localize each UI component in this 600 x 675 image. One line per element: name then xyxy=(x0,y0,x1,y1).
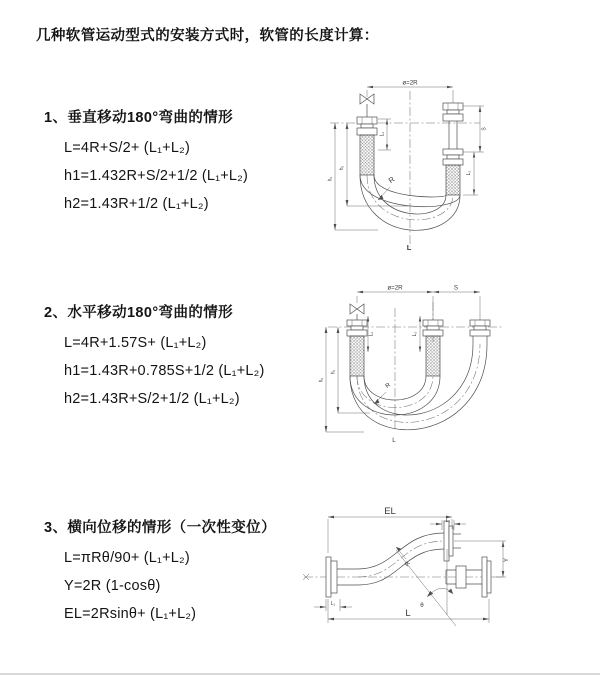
left-fitting xyxy=(357,117,377,175)
l-dimension xyxy=(328,599,489,623)
label-theta: θ xyxy=(420,602,424,609)
label-length: L xyxy=(405,608,411,619)
label-s: S xyxy=(453,284,459,292)
section-1 xyxy=(44,106,248,224)
l1-dimension xyxy=(314,599,352,611)
label-l2: L₂ xyxy=(412,331,418,337)
label-length: L xyxy=(392,437,396,444)
radius-callout xyxy=(396,547,412,568)
middle-fitting xyxy=(423,320,443,376)
formula-line: L=4R+S/2+ (L₁+L₂) xyxy=(64,140,190,156)
right-fitting xyxy=(470,320,490,344)
left-fitting xyxy=(347,320,367,376)
l1-dimension xyxy=(367,316,375,352)
l2-dimension xyxy=(463,152,478,195)
label-y: Y xyxy=(503,557,510,563)
label-span: ø=2R xyxy=(387,284,403,292)
section-1-heading: 1、垂直移动180°弯曲的情形 xyxy=(44,110,234,126)
label-h2: h₂ xyxy=(327,176,334,182)
formula-line: EL=2Rsinθ+ (L₁+L₂) xyxy=(64,606,197,622)
label-l2: L₂ xyxy=(445,518,451,524)
diagram-vertical-180-bend xyxy=(308,73,506,255)
page-title: 几种软管运动型式的安装方式时，软管的长度计算： xyxy=(36,28,379,44)
el-dimension xyxy=(328,506,452,553)
label-span: ø=2R xyxy=(402,79,418,87)
section-3-heading: 3、横向位移的情形（一次性变位） xyxy=(44,520,276,536)
radius-callout xyxy=(374,381,392,404)
label-s: S xyxy=(481,127,488,131)
formula-line: L=πRθ/90+ (L₁+L₂) xyxy=(64,550,190,566)
label-h2: h₂ xyxy=(318,377,325,383)
valve-icon xyxy=(350,304,364,320)
formula-line: L=4R+1.57S+ (L₁+L₂) xyxy=(64,335,207,351)
label-h1: h₁ xyxy=(330,369,337,375)
section-2-heading: 2、水平移动180°弯曲的情形 xyxy=(44,305,234,321)
formula-line: h1=1.43R+0.785S+1/2 (L₁+L₂) xyxy=(64,363,265,379)
label-radius: R xyxy=(384,381,392,390)
label-radius: R xyxy=(403,560,412,568)
right-fitting xyxy=(443,103,463,195)
label-length: L xyxy=(406,243,412,252)
l1-dimension xyxy=(378,119,391,150)
formula-line: h2=1.43R+1/2 (L₁+L₂) xyxy=(64,196,209,212)
section-3 xyxy=(44,516,276,634)
label-radius: R xyxy=(386,174,397,186)
label-l1: L₁ xyxy=(330,601,336,607)
label-l1: L₁ xyxy=(368,331,375,337)
label-l1: L₁ xyxy=(379,131,386,137)
formula-line: h2=1.43R+S/2+1/2 (L₁+L₂) xyxy=(64,391,240,407)
section-2 xyxy=(44,301,265,419)
formula-line: h1=1.432R+S/2+1/2 (L₁+L₂) xyxy=(64,168,249,184)
top-dimensions xyxy=(357,285,480,321)
label-l2: L₂ xyxy=(466,170,472,176)
diagram-horizontal-180-bend xyxy=(306,280,514,452)
s-dimension xyxy=(463,106,488,152)
valve-icon xyxy=(360,94,374,117)
diagram-lateral-displacement xyxy=(296,503,524,645)
formula-line: Y=2R (1-cosθ) xyxy=(64,578,161,594)
l2-dimension xyxy=(412,316,421,352)
hose-curves xyxy=(350,344,487,430)
label-h1: h₁ xyxy=(339,165,345,171)
label-el: EL xyxy=(384,506,396,517)
radius-callout xyxy=(378,174,397,200)
